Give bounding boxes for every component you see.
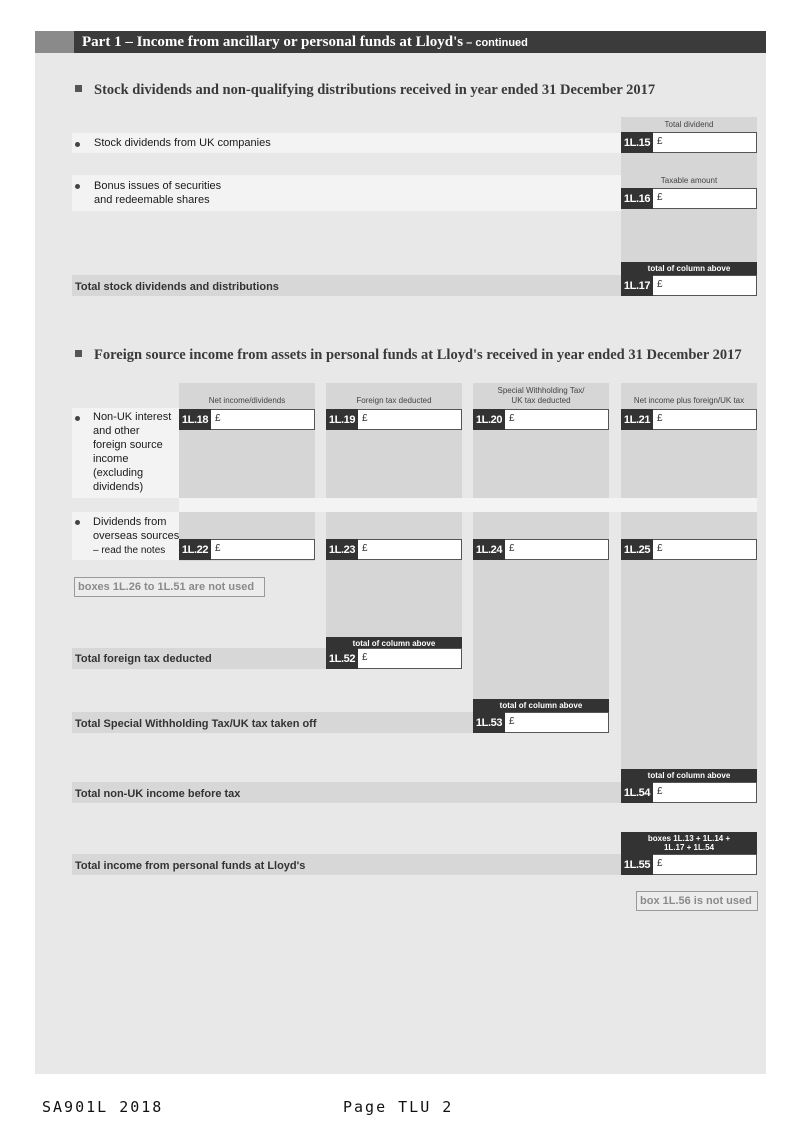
- currency-symbol: £: [362, 543, 368, 554]
- amount-field[interactable]: [358, 409, 462, 430]
- box-1L54[interactable]: [621, 782, 757, 803]
- currency-symbol: £: [215, 413, 221, 424]
- column-header-special-line1: Special Withholding Tax/: [497, 386, 585, 395]
- box-1L18[interactable]: [179, 409, 315, 430]
- box-code: 1L.19: [326, 409, 358, 430]
- page-title: Part 1 – Income from ancillary or personal funds at Lloyd's – continued: [82, 34, 528, 50]
- amount-field[interactable]: [211, 409, 315, 430]
- row-label-non-uk-line: Non-UK interest: [93, 411, 172, 423]
- box-1L55[interactable]: [621, 854, 757, 875]
- total-caption: total of column above: [621, 262, 757, 275]
- not-used-note: box 1L.56 is not used: [636, 891, 758, 911]
- box-1L21[interactable]: [621, 409, 757, 430]
- amount-field[interactable]: [653, 782, 757, 803]
- box-code: 1L.16: [621, 188, 653, 209]
- currency-symbol: £: [215, 543, 221, 554]
- currency-symbol: £: [362, 413, 368, 424]
- box-1L17[interactable]: [621, 275, 757, 296]
- row-gap: [179, 498, 315, 512]
- row-label-dividends-line: Dividends from: [93, 516, 167, 528]
- bullet-icon: [75, 520, 80, 525]
- amount-field[interactable]: [653, 188, 757, 209]
- currency-symbol: £: [657, 858, 663, 869]
- header-tab: [35, 31, 74, 53]
- section2-title: Foreign source income from assets in personal funds at Lloyd's received in year ended 31 December 2017: [75, 347, 742, 364]
- box-1L16[interactable]: [621, 188, 757, 209]
- page-number: Page TLU 2: [343, 1098, 454, 1116]
- row-gap: [609, 498, 621, 512]
- row-gap: [462, 498, 473, 512]
- row-gap: [326, 498, 462, 512]
- amount-field[interactable]: [653, 409, 757, 430]
- amount-field[interactable]: [653, 539, 757, 560]
- box-code: 1L.25: [621, 539, 653, 560]
- box-1L52[interactable]: [326, 648, 462, 669]
- amount-field[interactable]: [653, 275, 757, 296]
- bullet-icon: [75, 416, 80, 421]
- currency-symbol: £: [657, 136, 663, 147]
- currency-symbol: £: [509, 413, 515, 424]
- column-header-net-income: Net income/dividends: [208, 396, 286, 405]
- caption-line: boxes 1L.13 + 1L.14 +: [647, 834, 731, 843]
- amount-field[interactable]: [211, 539, 315, 560]
- box-code: 1L.21: [621, 409, 653, 430]
- section1-title: Stock dividends and non-qualifying distributions received in year ended 31 December 2017: [75, 82, 655, 99]
- total-stock-dividends-label: Total stock dividends and distributions: [75, 281, 279, 293]
- currency-symbol: £: [362, 652, 368, 663]
- box-code: 1L.52: [326, 648, 358, 669]
- row-label-non-uk-line: dividends): [93, 481, 144, 493]
- column-header-foreign-tax: Foreign tax deducted: [356, 396, 432, 405]
- row-gap: [315, 498, 326, 512]
- box-code: 1L.24: [473, 539, 505, 560]
- currency-symbol: £: [657, 192, 663, 203]
- row-label-non-uk-line: and other: [93, 425, 140, 437]
- amount-field[interactable]: [358, 539, 462, 560]
- total-special-tax-label: Total Special Withholding Tax/UK tax taken off: [75, 718, 317, 730]
- total-caption: [621, 832, 757, 854]
- form-id: SA901L 2018: [42, 1098, 164, 1116]
- column-header-special-line2: UK tax deducted: [511, 396, 571, 405]
- box-1L22[interactable]: [179, 539, 315, 560]
- amount-field[interactable]: [653, 854, 757, 875]
- not-used-note: boxes 1L.26 to 1L.51 are not used: [74, 577, 265, 597]
- row-gap: [473, 498, 609, 512]
- column-header-total-dividend: Total dividend: [664, 120, 714, 129]
- box-code: 1L.54: [621, 782, 653, 803]
- column-bg-net-plus: [621, 383, 757, 770]
- currency-symbol: £: [657, 786, 663, 797]
- amount-field[interactable]: [653, 132, 757, 153]
- box-code: 1L.20: [473, 409, 505, 430]
- currency-symbol: £: [657, 543, 663, 554]
- box-1L20[interactable]: [473, 409, 609, 430]
- box-code: 1L.55: [621, 854, 653, 875]
- amount-field[interactable]: [505, 539, 609, 560]
- row-label-bonus-line1: Bonus issues of securities: [94, 180, 222, 192]
- square-bullet-icon: [75, 85, 82, 92]
- currency-symbol: £: [509, 543, 515, 554]
- box-1L23[interactable]: [326, 539, 462, 560]
- total-caption: total of column above: [473, 699, 609, 712]
- total-caption: total of column above: [326, 637, 462, 649]
- currency-symbol: £: [657, 413, 663, 424]
- row-label-dividends-line: – read the notes: [93, 545, 166, 556]
- row-label-non-uk-line: foreign source: [93, 439, 163, 451]
- box-code: 1L.15: [621, 132, 653, 153]
- box-code: 1L.18: [179, 409, 211, 430]
- box-1L25[interactable]: [621, 539, 757, 560]
- total-caption: total of column above: [621, 769, 757, 782]
- box-1L24[interactable]: [473, 539, 609, 560]
- row-label-non-uk-line: income: [93, 453, 129, 465]
- caption-line: 1L.17 + 1L.54: [663, 843, 715, 852]
- box-1L15[interactable]: [621, 132, 757, 153]
- total-foreign-tax-label: Total foreign tax deducted: [75, 653, 212, 665]
- row-label-dividends-line: overseas sources: [93, 530, 180, 542]
- box-code: 1L.22: [179, 539, 211, 560]
- box-code: 1L.53: [473, 712, 505, 733]
- column-header-taxable-amount: Taxable amount: [660, 176, 718, 185]
- currency-symbol: £: [509, 716, 515, 727]
- box-1L53[interactable]: [473, 712, 609, 733]
- total-non-uk-label: Total non-UK income before tax: [75, 788, 241, 800]
- amount-field[interactable]: [358, 648, 462, 669]
- amount-field[interactable]: [505, 712, 609, 733]
- box-1L19[interactable]: [326, 409, 462, 430]
- column-header-net-plus: Net income plus foreign/UK tax: [633, 396, 745, 405]
- box-code: 1L.17: [621, 275, 653, 296]
- amount-field[interactable]: [505, 409, 609, 430]
- bullet-icon: [75, 184, 80, 189]
- row-label-bonus-line2: and redeemable shares: [94, 194, 210, 206]
- row-label-non-uk-line: (excluding: [93, 467, 144, 479]
- square-bullet-icon: [75, 350, 82, 357]
- box-code: 1L.23: [326, 539, 358, 560]
- currency-symbol: £: [657, 279, 663, 290]
- total-income-label: Total income from personal funds at Lloyd's: [75, 860, 306, 872]
- row-label-stock-dividends: Stock dividends from UK companies: [94, 137, 271, 149]
- bullet-icon: [75, 142, 80, 147]
- row-gap: [621, 498, 757, 512]
